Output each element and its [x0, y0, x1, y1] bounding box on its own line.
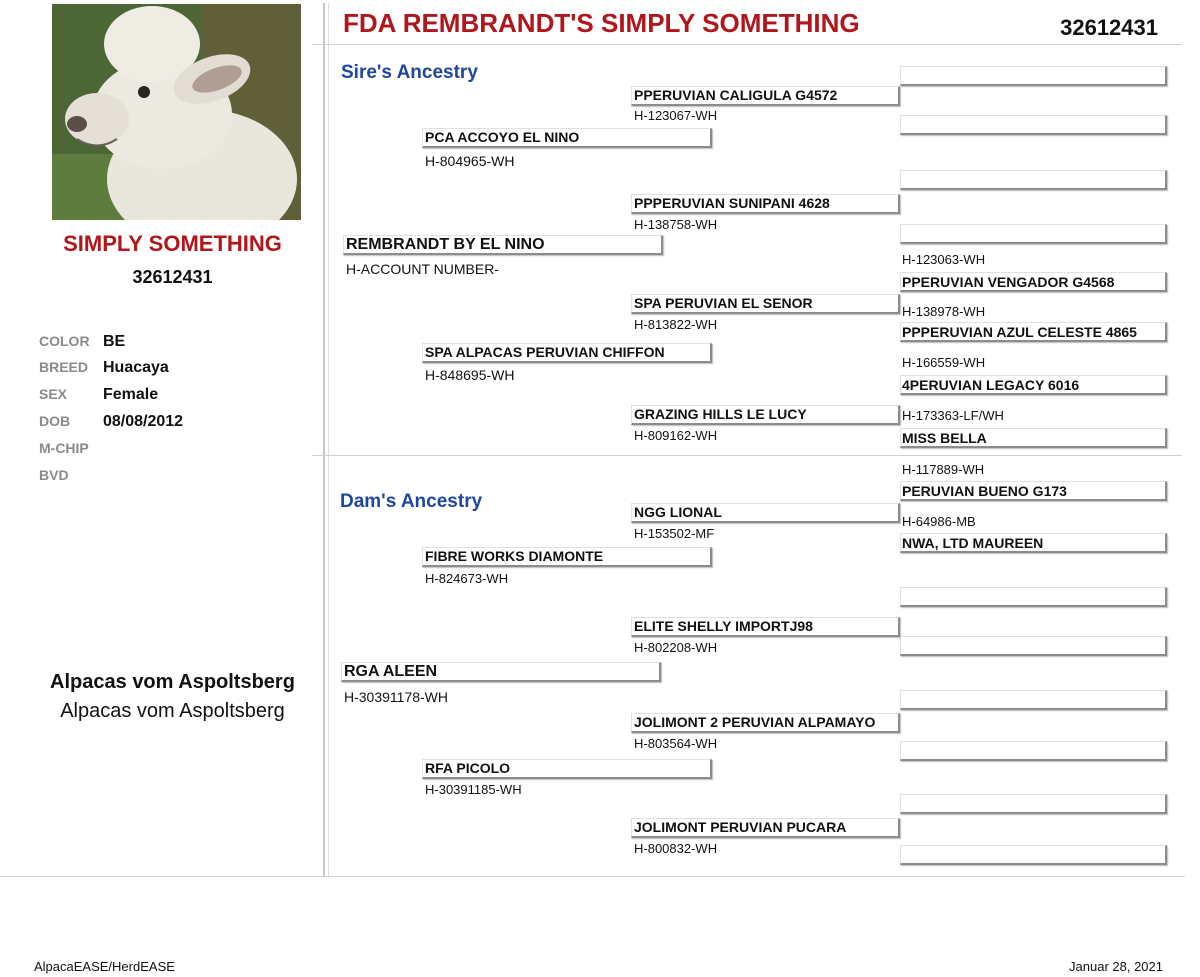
sdd-reg: H-809162-WH [634, 428, 718, 443]
dam-sire-reg: H-824673-WH [425, 571, 509, 586]
dam-reg: H-30391178-WH [344, 689, 449, 705]
dsd-name: ELITE SHELLY IMPORTJ98 [634, 618, 813, 634]
ssd-reg: H-138758-WH [634, 217, 718, 232]
gen4-name-4: MISS BELLA [902, 430, 987, 446]
sss-reg: H-123067-WH [634, 108, 718, 123]
dam-section-label: Dam's Ancestry [340, 491, 483, 512]
sire-section-label: Sire's Ancestry [341, 62, 478, 83]
sire-reg: H-ACCOUNT NUMBER- [346, 261, 499, 277]
sire-name: REMBRANDT BY EL NINO [346, 236, 545, 253]
gen4-box-12 [900, 636, 1167, 656]
gen4-box-15 [900, 794, 1167, 814]
breed-label: BREED [39, 359, 89, 375]
divider-mid [312, 455, 1182, 456]
gen4-name-2: PPPERUVIAN AZUL CELESTE 4865 [902, 324, 1137, 340]
gen4-box-11 [900, 587, 1167, 607]
dss-reg: H-153502-MF [634, 526, 715, 541]
gen4-name-1: PPERUVIAN VENGADOR G4568 [902, 274, 1115, 290]
breed-value: Huacaya [103, 359, 169, 376]
mchip-label: M-CHIP [39, 440, 89, 456]
animal-name: SIMPLY SOMETHING [63, 231, 282, 256]
color-value: BE [103, 333, 126, 350]
dam-dam-reg: H-30391185-WH [425, 782, 522, 797]
sex-label: SEX [39, 386, 68, 402]
gen4-reg-1: H-123063-WH [902, 252, 986, 267]
color-label: COLOR [39, 333, 90, 349]
dds-reg: H-803564-WH [634, 736, 718, 751]
sire-sire-name: PCA ACCOYO EL NINO [425, 129, 580, 145]
bvd-label: BVD [39, 467, 69, 483]
gen4-box-14 [900, 741, 1167, 761]
dam-name: RGA ALEEN [344, 663, 438, 680]
dds-name: JOLIMONT 2 PERUVIAN ALPAMAYO [634, 714, 876, 730]
gen4-box-2 [900, 115, 1167, 135]
ssd-name: PPPERUVIAN SUNIPANI 4628 [634, 195, 830, 211]
footer-software: AlpacaEASE/HerdEASE [34, 959, 175, 974]
sdd-name: GRAZING HILLS LE LUCY [634, 406, 807, 422]
dob-label: DOB [39, 413, 71, 429]
sss-name: PPERUVIAN CALIGULA G4572 [634, 87, 838, 103]
gen4-name-3: 4PERUVIAN LEGACY 6016 [902, 377, 1080, 393]
farm-name: Alpacas vom Aspoltsberg [60, 700, 285, 722]
gen4-box-4 [900, 224, 1167, 244]
dss-name: NGG LIONAL [634, 504, 722, 520]
divider-vertical-inner [328, 3, 329, 876]
gen4-name-6: NWA, LTD MAUREEN [902, 535, 1044, 551]
dam-dam-name: RFA PICOLO [425, 760, 511, 776]
divider-header [312, 44, 1182, 45]
dam-sire-name: FIBRE WORKS DIAMONTE [425, 548, 604, 564]
animal-photo [52, 4, 301, 220]
page-title: FDA REMBRANDT'S SIMPLY SOMETHING [343, 8, 860, 38]
gen4-box-13 [900, 690, 1167, 710]
dob-value: 08/08/2012 [103, 413, 184, 430]
gen4-reg-2: H-138978-WH [902, 304, 986, 319]
gen4-box-3 [900, 170, 1167, 190]
animal-id: 32612431 [132, 267, 213, 287]
gen4-reg-6: H-64986-MB [902, 514, 976, 529]
sire-dam-reg: H-848695-WH [425, 367, 515, 383]
registration-number: 32612431 [1060, 15, 1158, 40]
farm-name-bold: Alpacas vom Aspoltsberg [50, 671, 295, 693]
sire-dam-name: SPA ALPACAS PERUVIAN CHIFFON [425, 344, 665, 360]
sds-reg: H-813822-WH [634, 317, 718, 332]
sds-name: SPA PERUVIAN EL SENOR [634, 295, 813, 311]
dsd-reg: H-802208-WH [634, 640, 718, 655]
divider-bottom [0, 876, 1185, 877]
gen4-box-1 [900, 66, 1167, 86]
footer-date: Januar 28, 2021 [1069, 959, 1163, 974]
divider-vertical [323, 3, 325, 876]
ddd-name: JOLIMONT PERUVIAN PUCARA [634, 819, 847, 835]
gen4-box-16 [900, 845, 1167, 865]
gen4-name-5: PERUVIAN BUENO G173 [902, 483, 1067, 499]
sex-value: Female [103, 386, 159, 403]
gen4-reg-5: H-117889-WH [902, 462, 985, 477]
sire-sire-reg: H-804965-WH [425, 153, 515, 169]
alpaca-illustration [52, 4, 301, 220]
gen4-reg-3: H-166559-WH [902, 355, 986, 370]
gen4-reg-4: H-173363-LF/WH [902, 408, 1004, 423]
ddd-reg: H-800832-WH [634, 841, 718, 856]
